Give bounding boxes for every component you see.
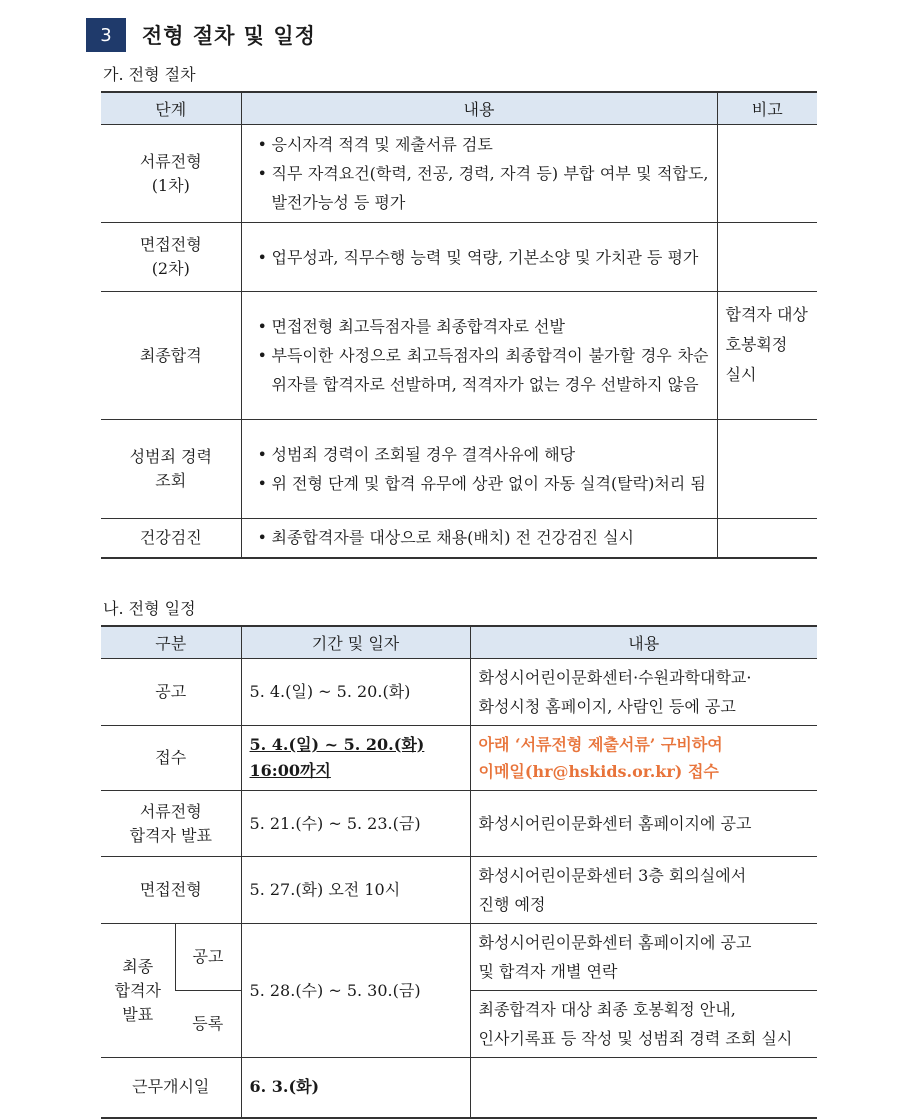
header-period: 기간 및 일자 — [241, 626, 470, 659]
schedule-table — [101, 625, 817, 1119]
list-item: • 부득이한 사정으로 최고득점자의 최종합격이 불가할 경우 차순위자를 합격자로 선발하며, 적격자가 없는 경우 선발하지 않음 — [258, 341, 709, 399]
period-cell: 5. 27.(화) 오전 10시 — [241, 857, 470, 924]
procedure-header-row — [101, 92, 817, 125]
content-cell: 화성시어린이문화센터·수원과학대학교· 화성시청 홈페이지, 사람인 등에 공고 — [470, 659, 817, 726]
table-row — [101, 924, 817, 991]
content-cell: 최종합격자 대상 최종 호봉획정 안내, 인사기록표 등 작성 및 성범죄 경력 조회 실시 — [470, 991, 817, 1058]
section-heading — [86, 18, 316, 52]
list-item: • 업무성과, 직무수행 능력 및 역량, 기본소양 및 가치관 등 평가 — [258, 243, 709, 272]
stage-cell: 최종합격 — [101, 292, 241, 420]
subcategory-cell: 등록 — [175, 991, 241, 1058]
period-cell: 5. 28.(수) ~ 5. 30.(금) — [241, 924, 470, 1058]
list-item: • 직무 자격요건(학력, 전공, 경력, 자격 등) 부합 여부 및 적합도, 발전가능성 등 평가 — [258, 159, 709, 217]
note-cell — [717, 125, 817, 223]
procedure-table — [101, 91, 817, 559]
subsection-title-procedure: 가. 전형 절차 — [103, 65, 196, 84]
note-cell — [717, 223, 817, 292]
list-item: • 위 전형 단계 및 합격 유무에 상관 없이 자동 실격(탈락)처리 됨 — [258, 469, 709, 498]
content-cell — [470, 1058, 817, 1118]
period-cell: 5. 21.(수) ~ 5. 23.(금) — [241, 791, 470, 857]
content-cell: 화성시어린이문화센터 홈페이지에 공고 및 합격자 개별 연락 — [470, 924, 817, 991]
table-row — [101, 659, 817, 726]
table-row — [101, 791, 817, 857]
table-row — [101, 223, 817, 292]
stage-cell: 성범죄 경력 조회 — [101, 420, 241, 519]
list-item: • 최종합격자를 대상으로 채용(배치) 전 건강검진 실시 — [258, 523, 709, 552]
category-cell: 근무개시일 — [101, 1058, 241, 1118]
period-cell: 5. 4.(일) ~ 5. 20.(화) — [241, 659, 470, 726]
note-cell — [717, 420, 817, 519]
table-row — [101, 292, 817, 420]
content-cell — [241, 292, 717, 420]
table-row — [101, 125, 817, 223]
note-cell: 합격자 대상 호봉획정 실시 — [717, 292, 817, 420]
content-cell — [241, 519, 717, 558]
period-cell: 6. 3.(화) — [241, 1058, 470, 1118]
content-cell — [241, 125, 717, 223]
category-cell: 접수 — [101, 726, 241, 791]
table-row — [101, 420, 817, 519]
list-item: • 면접전형 최고득점자를 최종합격자로 선발 — [258, 312, 709, 341]
header-content: 내용 — [470, 626, 817, 659]
category-cell: 서류전형 합격자 발표 — [101, 791, 241, 857]
header-content: 내용 — [241, 92, 717, 125]
section-number-badge: 3 — [86, 18, 126, 52]
content-cell — [241, 420, 717, 519]
stage-cell: 면접전형 (2차) — [101, 223, 241, 292]
content-cell-highlight: 아래 ‘서류전형 제출서류’ 구비하여 이메일(hr@hskids.or.kr) 접수 — [470, 726, 817, 791]
content-cell: 화성시어린이문화센터 홈페이지에 공고 — [470, 791, 817, 857]
content-cell — [241, 223, 717, 292]
header-category: 구분 — [101, 626, 241, 659]
schedule-header-row — [101, 626, 817, 659]
stage-cell: 건강검진 — [101, 519, 241, 558]
header-stage: 단계 — [101, 92, 241, 125]
subcategory-cell: 공고 — [175, 924, 241, 991]
table-row — [101, 857, 817, 924]
list-item: • 응시자격 적격 및 제출서류 검토 — [258, 130, 709, 159]
list-item: • 성범죄 경력이 조회될 경우 결격사유에 해당 — [258, 440, 709, 469]
stage-cell: 서류전형 (1차) — [101, 125, 241, 223]
section-title: 전형 절차 및 일정 — [142, 24, 316, 48]
note-cell — [717, 519, 817, 558]
table-row — [101, 1058, 817, 1118]
category-cell: 최종 합격자 발표 — [101, 924, 175, 1058]
header-note: 비고 — [717, 92, 817, 125]
table-row — [101, 726, 817, 791]
period-cell: 5. 4.(일) ~ 5. 20.(화) 16:00까지 — [241, 726, 470, 791]
table-row — [101, 519, 817, 558]
category-cell: 공고 — [101, 659, 241, 726]
content-cell: 화성시어린이문화센터 3층 회의실에서 진행 예정 — [470, 857, 817, 924]
subsection-title-schedule: 나. 전형 일정 — [103, 599, 196, 618]
category-cell: 면접전형 — [101, 857, 241, 924]
